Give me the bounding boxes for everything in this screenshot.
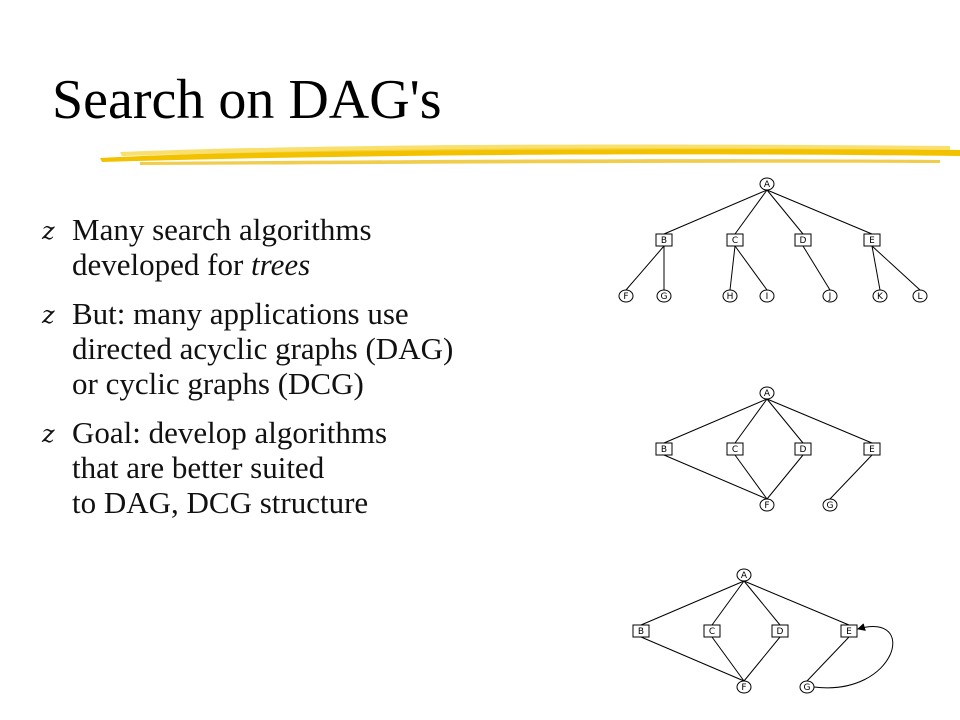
node-label: L: [917, 292, 923, 302]
bullet-line: Goal: develop algorithms: [72, 415, 388, 450]
node-label: F: [764, 501, 770, 511]
node-label: D: [799, 445, 807, 455]
edge-D-F: [744, 637, 780, 681]
node-E: [841, 625, 857, 637]
edge-A-D: [744, 581, 780, 625]
node-D: [772, 625, 788, 637]
edge-B-F: [626, 246, 664, 290]
tree-graph: [619, 178, 927, 302]
node-label: A: [763, 389, 771, 399]
node-A: [737, 569, 751, 581]
node-label: C: [731, 445, 739, 455]
node-label: B: [660, 236, 668, 246]
node-label: E: [846, 627, 852, 637]
node-E: [864, 443, 880, 455]
edge-A-D: [767, 399, 803, 443]
node-L: [913, 290, 927, 302]
node-I: [760, 290, 774, 302]
bullet-emphasis: trees: [251, 247, 311, 282]
edge-E-G: [830, 455, 872, 499]
bullet-marker: z: [42, 301, 55, 329]
node-A: [760, 178, 774, 190]
node-label: I: [765, 292, 769, 302]
node-E: [864, 234, 880, 246]
bullet-marker: z: [42, 420, 55, 448]
node-C: [704, 625, 720, 637]
bullet-line: Many search algorithms: [72, 212, 372, 247]
node-B: [633, 625, 649, 637]
bullet-line: to DAG, DCG structure: [72, 485, 369, 520]
slide-title: Search on DAG's: [52, 69, 442, 131]
node-label: F: [623, 292, 629, 302]
bullet-line: or cyclic graphs (DCG): [72, 366, 364, 401]
edge-D-J: [803, 246, 830, 290]
edge-D-F: [767, 455, 803, 499]
node-B: [656, 234, 672, 246]
node-C: [727, 234, 743, 246]
node-label: E: [869, 236, 875, 246]
node-label: J: [828, 292, 832, 302]
bullet-marker: z: [42, 217, 55, 245]
node-K: [873, 290, 887, 302]
node-label: B: [660, 445, 668, 455]
node-label: G: [660, 292, 668, 302]
bullet-line: But: many applications use: [72, 296, 409, 331]
node-F: [619, 290, 633, 302]
edge-C-I: [735, 246, 767, 290]
node-G: [800, 681, 814, 693]
node-B: [656, 443, 672, 455]
node-D: [795, 443, 811, 455]
node-label: D: [799, 236, 807, 246]
dag-graph: [656, 387, 880, 511]
node-label: G: [826, 501, 834, 511]
node-label: H: [726, 292, 734, 302]
node-label: G: [803, 683, 811, 693]
node-G: [823, 499, 837, 511]
node-label: F: [741, 683, 747, 693]
node-D: [795, 234, 811, 246]
node-label: A: [763, 180, 771, 190]
node-G: [657, 290, 671, 302]
node-label: E: [869, 445, 875, 455]
node-label: A: [740, 571, 748, 581]
node-label: D: [776, 627, 784, 637]
edge-C-H: [730, 246, 735, 290]
node-label: C: [708, 627, 716, 637]
node-label: B: [637, 627, 645, 637]
node-F: [737, 681, 751, 693]
node-A: [760, 387, 774, 399]
edge-A-D: [767, 190, 803, 234]
node-label: C: [731, 236, 739, 246]
bullet-line: that are better suited: [72, 450, 325, 485]
bullet-text: developed for: [72, 247, 252, 282]
node-H: [723, 290, 737, 302]
edge-A-E: [744, 581, 849, 625]
node-label: K: [877, 292, 883, 302]
edge-A-E: [767, 190, 872, 234]
node-C: [727, 443, 743, 455]
node-J: [823, 290, 837, 302]
node-F: [760, 499, 774, 511]
dcg-graph: [633, 569, 893, 693]
bullet-line: directed acyclic graphs (DAG): [72, 331, 454, 366]
edge-E-G: [807, 637, 849, 681]
edge-A-E: [767, 399, 872, 443]
